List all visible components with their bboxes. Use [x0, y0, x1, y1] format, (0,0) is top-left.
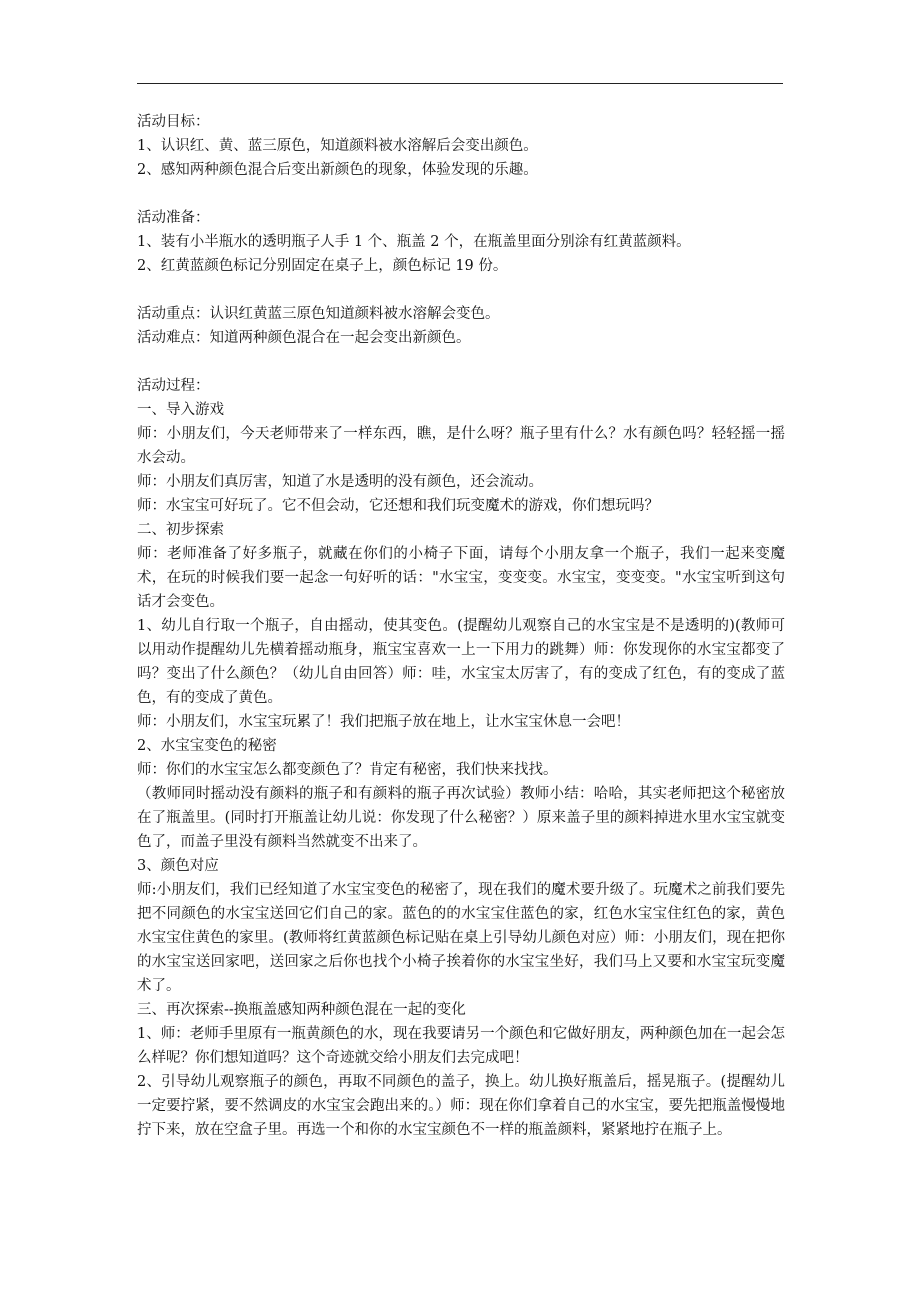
- spacer: [137, 350, 785, 374]
- goal-item: 1、认识红、黄、蓝三原色，知道颜料被水溶解后会变出颜色。: [137, 138, 538, 154]
- paragraph: 师：小朋友们，今天老师带来了一样东西，瞧，是什么呀？瓶子里有什么？水有颜色吗？轻轻摇一摇水会动。: [137, 426, 785, 466]
- prep-item: 2、红黄蓝颜色标记分别固定在桌子上，颜色标记 19 份。: [137, 258, 508, 274]
- paragraph: 师:小朋友们，我们已经知道了水宝宝变色的秘密了，现在我们的魔术要升级了。玩魔术之前我们要先把不同颜色的水宝宝送回它们自己的家。蓝色的的水宝宝住蓝色的家，红色水宝宝住红色的家，黄色水宝宝住黄色的家里。(教师将红黄蓝颜色标记贴在桌上引导幼儿颜色对应）师：小朋友们，现在把你的水宝宝送回家吧，送回家之后你也找个小椅子挨着你的水宝宝坐好，我们马上又要和水宝宝玩变魔术了。: [137, 882, 785, 994]
- focus-key: 活动重点：认识红黄蓝三原色知道颜料被水溶解会变色。: [137, 306, 500, 322]
- spacer: [137, 182, 785, 206]
- spacer: [137, 278, 785, 302]
- paragraph: 1、幼儿自行取一个瓶子，自由摇动，使其变色。(提醒幼儿观察自己的水宝宝是不是透明的)(教师可以用动作提醒幼儿先横着摇动瓶身，瓶宝宝喜欢一上一下用力的跳舞）师：你发现你的水宝宝都变了吗？变出了什么颜色？（幼儿自由回答）师：哇，水宝宝太厉害了，有的变成了红色，有的变成了蓝色，有的变成了黄色。: [137, 618, 785, 706]
- paragraph: 1、师：老师手里原有一瓶黄颜色的水，现在我要请另一个颜色和它做好朋友，两种颜色加在一起会怎么样呢？你们想知道吗？这个奇迹就交给小朋友们去完成吧！: [137, 1026, 785, 1066]
- prep-heading: 活动准备：: [137, 210, 210, 226]
- document-body: [137, 110, 785, 1142]
- paragraph: 师：小朋友们，水宝宝玩累了！我们把瓶子放在地上，让水宝宝休息一会吧！: [137, 714, 630, 730]
- paragraph: 师：水宝宝可好玩了。它不但会动，它还想和我们玩变魔术的游戏，你们想玩吗？: [137, 498, 659, 514]
- paragraph: 师：小朋友们真厉害，知道了水是透明的没有颜色，还会流动。: [137, 474, 543, 490]
- paragraph: 2、引导幼儿观察瓶子的颜色，再取不同颜色的盖子，换上。幼儿换好瓶盖后，摇晃瓶子。(提醒幼儿一定要拧紧，要不然调皮的水宝宝会跑出来的。）师：现在你们拿着自己的水宝宝，要先把瓶盖慢慢地拧下来，放在空盒子里。再选一个和你的水宝宝颜色不一样的瓶盖颜料，紧紧地拧在瓶子上。: [137, 1074, 785, 1138]
- paragraph: （教师同时摇动没有颜料的瓶子和有颜料的瓶子再次试验）教师小结：哈哈，其实老师把这个秘密放在了瓶盖里。(同时打开瓶盖让幼儿说：你发现了什么秘密？）原来盖子里的颜料掉进水里水宝宝就变色了，而盖子里没有颜料当然就变不出来了。: [137, 786, 785, 850]
- section-heading: 一、导入游戏: [137, 402, 224, 418]
- focus-difficulty: 活动难点：知道两种颜色混合在一起会变出新颜色。: [137, 330, 471, 346]
- prep-item: 1、装有小半瓶水的透明瓶子人手 1 个、瓶盖 2 个，在瓶盖里面分别涂有红黄蓝颜料。: [137, 234, 691, 250]
- goal-item: 2、感知两种颜色混合后变出新颜色的现象，体验发现的乐趣。: [137, 162, 538, 178]
- section-heading: 二、初步探索: [137, 522, 224, 538]
- process-heading: 活动过程：: [137, 378, 210, 394]
- subsection-heading: 2、水宝宝变色的秘密: [137, 738, 277, 754]
- paragraph: 师：你们的水宝宝怎么都变颜色了？肯定有秘密，我们快来找找。: [137, 762, 558, 778]
- section-heading: 三、再次探索--换瓶盖感知两种颜色混在一起的变化: [137, 1002, 466, 1018]
- subsection-heading: 3、颜色对应: [137, 858, 219, 874]
- header-rule: [137, 83, 783, 84]
- paragraph: 师：老师准备了好多瓶子，就藏在你们的小椅子下面，请每个小朋友拿一个瓶子，我们一起来变魔术，在玩的时候我们要一起念一句好听的话："水宝宝，变变变。水宝宝，变变变。"水宝宝听到这句话才会变色。: [137, 546, 785, 610]
- goal-heading: 活动目标：: [137, 114, 210, 130]
